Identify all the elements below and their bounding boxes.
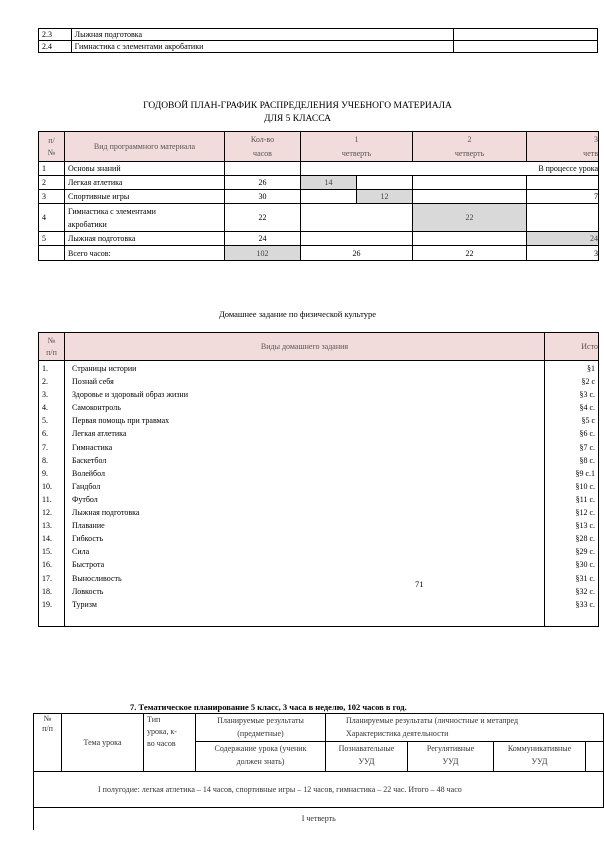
list-item-name: Легкая атлетика	[72, 429, 127, 439]
table-row	[39, 162, 599, 176]
total-q3: 3	[527, 246, 599, 261]
list-item-ref: §3 с.	[579, 390, 595, 400]
table-row	[39, 190, 599, 204]
row-number: 2.4	[39, 41, 72, 53]
plan-title	[0, 101, 595, 124]
table-row	[39, 204, 599, 232]
list-item-ref: §33 с.	[575, 599, 595, 609]
list-item-name: Баскетбол	[72, 455, 107, 465]
list-item-ref: §32 с.	[575, 586, 595, 596]
row-number: 2.3	[39, 29, 72, 41]
list-item-number: 6.	[42, 429, 48, 439]
homework-numbers	[39, 361, 65, 627]
header-cog: Познавательные УУД	[326, 742, 408, 772]
row-number: 3	[39, 190, 65, 204]
row-name: Спортивные игры	[65, 190, 225, 204]
list-item-name: Быстрота	[72, 560, 105, 570]
homework-names	[65, 361, 545, 627]
top-table	[38, 28, 598, 53]
empty-cell	[413, 232, 527, 246]
list-item-name: Плавание	[72, 521, 105, 531]
thematic-header-row1	[34, 714, 604, 742]
list-item-number: 8.	[42, 455, 48, 465]
homework-header-row	[39, 333, 599, 361]
list-item-ref: §7 с.	[579, 442, 595, 452]
list-item-ref: §4 с.	[579, 403, 595, 413]
header-comm: Коммуникативные УУД	[494, 742, 586, 772]
plan-table	[38, 131, 599, 261]
header-q3: 3 четв	[527, 132, 599, 162]
list-item-number: 4.	[42, 403, 48, 413]
header-content: Содержание урока (ученик должен знать)	[196, 742, 326, 772]
row-hours: 26	[225, 176, 301, 190]
list-item-number: 13.	[42, 521, 52, 531]
table-row-total	[39, 246, 599, 261]
list-item-name: Волейбол	[72, 468, 106, 478]
list-item-number: 12.	[42, 508, 52, 518]
list-item-name: Страницы истории	[72, 364, 137, 373]
empty-cell	[413, 176, 527, 190]
list-item-name: Лыжная подготовка	[72, 508, 140, 518]
list-item-name: Гибкость	[72, 534, 104, 544]
header-num: п/ №	[39, 132, 65, 162]
row-hours: 30	[225, 190, 301, 204]
list-item-ref: §10 с.	[575, 481, 595, 491]
q3-value: 24	[527, 232, 599, 246]
center-value: 71	[415, 579, 424, 589]
list-item-ref: §9 с.1	[575, 468, 595, 478]
table-row	[39, 232, 599, 246]
list-item-name: Здоровье и здоровый образ жизни	[72, 390, 188, 400]
plan-header-row	[39, 132, 599, 162]
list-item-ref: §8 с.	[579, 455, 595, 465]
list-item-ref: §5 с	[581, 416, 595, 426]
homework-body-row	[39, 361, 599, 627]
header-type: Виды домашнего задания	[65, 333, 545, 361]
header-hours: Кол-во часов	[225, 132, 301, 162]
list-item-ref: §29 с.	[575, 547, 595, 557]
list-item-number: 15.	[42, 547, 52, 557]
header-planned: Планируемые результаты (предметные)	[196, 714, 326, 742]
list-item-ref: §28 с.	[575, 534, 595, 544]
list-item-number: 7.	[42, 442, 48, 452]
list-item-name: Ловкость	[72, 586, 104, 596]
empty-cell	[301, 232, 413, 246]
list-item-ref: §1	[587, 364, 595, 373]
list-item-ref: §30 с.	[575, 560, 595, 570]
list-item-number: 9.	[42, 468, 48, 478]
list-item-name: Сила	[72, 547, 90, 557]
homework-ref-list	[548, 362, 595, 611]
header-source: Исто	[545, 333, 599, 361]
total-hours: 102	[225, 246, 301, 261]
header-topic: Тема урока	[62, 714, 144, 772]
homework-table	[38, 332, 599, 627]
row-text: Лыжная подготовка	[71, 29, 453, 41]
empty-cell	[357, 176, 413, 190]
list-item-ref: §31 с.	[575, 573, 595, 583]
empty-cell	[301, 204, 413, 232]
header-reg: Регулятивные УУД	[408, 742, 494, 772]
row-number	[39, 246, 65, 261]
header-num: № п/п	[34, 714, 62, 772]
plan-title-line1: ГОДОВОЙ ПЛАН-ГРАФИК РАСПРЕДЕЛЕНИЯ УЧЕБНОГО МАТЕРИАЛА	[143, 101, 452, 111]
empty-cell	[413, 190, 527, 204]
plan-title-line2: ДЛЯ 5 КЛАССА	[264, 114, 331, 124]
list-item-number: 17.	[42, 573, 52, 583]
quarter-row	[34, 808, 604, 830]
list-item-number: 19.	[42, 599, 52, 609]
list-item-number: 2.	[42, 377, 48, 387]
table-row	[39, 176, 599, 190]
list-item-name: Гимнастика	[72, 442, 113, 452]
row-text: Гимнастика с элементами акробатики	[71, 41, 453, 53]
list-item-number: 1.	[42, 364, 48, 373]
header-q1: 1 четверть	[301, 132, 413, 162]
header-q2: 2 четверть	[413, 132, 527, 162]
list-item-number: 16.	[42, 560, 52, 570]
empty-cell	[527, 176, 599, 190]
row-hours	[225, 162, 301, 176]
row-number: 2	[39, 176, 65, 190]
list-item-name: Гандбол	[72, 481, 101, 491]
total-q2: 22	[413, 246, 527, 261]
list-item-name: Туризм	[72, 599, 97, 609]
row-name: Всего часов:	[65, 246, 225, 261]
row-name: Основы знаний	[65, 162, 225, 176]
row-number: 5	[39, 232, 65, 246]
row-name: Гимнастика с элементами акробатики	[65, 204, 225, 232]
empty-cell	[586, 742, 604, 772]
homework-number-list	[42, 362, 61, 611]
list-item-number: 14.	[42, 534, 52, 544]
list-item-number: 11.	[42, 494, 52, 504]
list-item-name: Познай себя	[72, 377, 114, 387]
header-type: Тип урока, к- во часов	[144, 714, 196, 772]
list-item-number: 18.	[42, 586, 52, 596]
header-meta: Планируемые результаты (личностные и метапред Характеристика деятельности	[326, 714, 604, 742]
header-num: № п/п	[39, 333, 65, 361]
table-row	[39, 41, 598, 53]
list-item-number: 10.	[42, 481, 52, 491]
thematic-title: 7. Тематическое планирование 5 класс, 3 часа в неделю, 102 часов в год.	[130, 702, 407, 712]
list-item-ref: §12 с.	[575, 508, 595, 518]
row-hours: 24	[225, 232, 301, 246]
list-item-number: 5.	[42, 416, 48, 426]
list-item-ref: §6 с.	[579, 429, 595, 439]
row-note: В процессе урока	[301, 162, 599, 176]
row-name: Легкая атлетика	[65, 176, 225, 190]
row-hours: 22	[225, 204, 301, 232]
list-item-ref: §2 с	[581, 377, 595, 387]
empty-cell	[453, 29, 597, 41]
total-q1: 26	[301, 246, 413, 261]
list-item-number: 3.	[42, 390, 48, 400]
list-item-name: Выносливость	[72, 573, 122, 583]
homework-title: Домашнее задание по физической культуре	[218, 309, 377, 319]
quarter-text: I четверть	[34, 808, 604, 830]
list-item-name: Самоконтроль	[72, 403, 121, 413]
q3-value: 7	[527, 190, 599, 204]
empty-cell	[527, 204, 599, 232]
list-item-name: Первая помощь при травмах	[72, 416, 170, 426]
q2-value: 22	[413, 204, 527, 232]
q1a-value: 14	[301, 176, 357, 190]
empty-cell	[301, 190, 357, 204]
q1b-value: 12	[357, 190, 413, 204]
empty-cell	[453, 41, 597, 53]
row-name: Лыжная подготовка	[65, 232, 225, 246]
list-item-ref: §13 с.	[575, 521, 595, 531]
homework-refs	[545, 361, 599, 627]
table-row	[39, 29, 598, 41]
row-number: 1	[39, 162, 65, 176]
homework-name-list	[68, 362, 541, 611]
thematic-table	[33, 713, 604, 830]
header-material: Вид программного материала	[65, 132, 225, 162]
list-item-name: Футбол	[72, 494, 98, 504]
row-number: 4	[39, 204, 65, 232]
list-item-ref: §11 с.	[575, 494, 595, 504]
half-year-row	[34, 772, 604, 808]
half-year-text: I полугодие: легкая атлетика – 14 часов, спортивные игры – 12 часов, гимнастика – 22 час. Итого – 48 часо	[34, 772, 604, 808]
